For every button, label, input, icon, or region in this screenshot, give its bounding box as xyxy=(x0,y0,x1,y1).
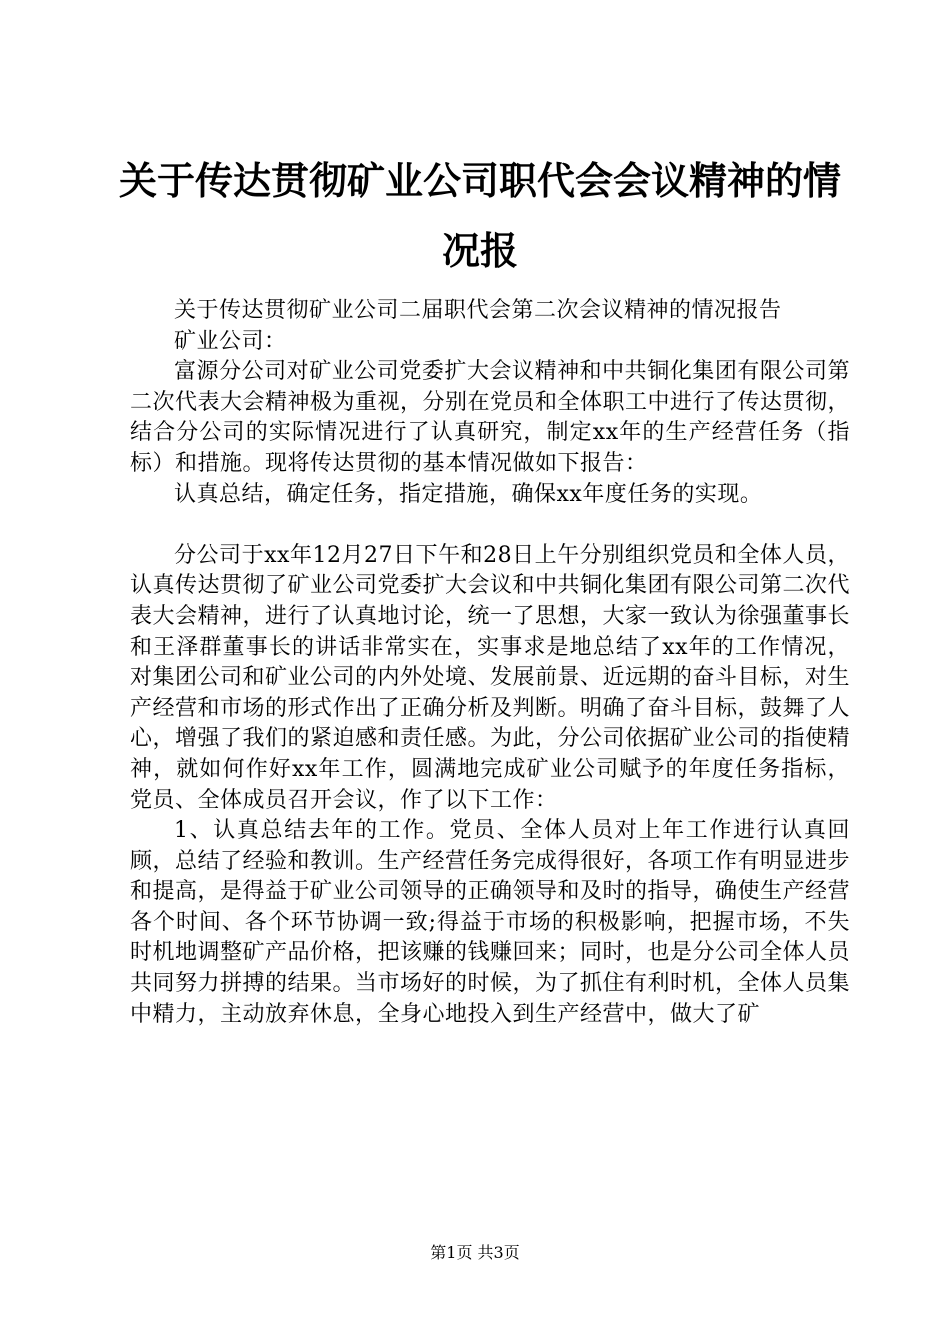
page-footer: 第1页 共3页 xyxy=(430,1243,520,1262)
paragraph-meeting: 分公司于xx年12月27日下午和28日上午分别组织党员和全体人员，认真传达贯彻了矿业公司党委扩大会议和中共铜化集团有限公司第二次代表大会精神，进行了认真地讨论，统一了思想，大家一致认为徐强董事长和王泽群董事长的讲话非常实在，实事求是地总结了xx年的工作情况，对集团公司和矿业公司的内外处境、发展前景、近远期的奋斗目标，对生产经营和市场的形式作出了正确分析及判断。明确了奋斗目标，鼓舞了人心，增强了我们的紧迫感和责任感。为此，分公司依据矿业公司的指使精神，就如何作好xx年工作，圆满地完成矿业公司赋予的年度任务指标，党员、全体成员召开会议，作了以下工作： xyxy=(130,542,851,813)
paragraph-heading: 认真总结，确定任务，指定措施，确保xx年度任务的实现。 xyxy=(174,481,763,507)
paragraph-subtitle: 关于传达贯彻矿业公司二届职代会第二次会议精神的情况报告 xyxy=(174,298,782,323)
paragraph-intro: 富源分公司对矿业公司党委扩大会议精神和中共铜化集团有限公司第二次代表大会精神极为重视，分别在党员和全体职工中进行了传达贯彻，结合分公司的实际情况进行了认真研究，制定xx年的生产经营任务（指标）和措施。现将传达贯彻的基本情况做如下报告： xyxy=(130,359,851,476)
document-body xyxy=(130,296,850,1030)
document-title: 关于传达贯彻矿业公司职代会会议精神的情况报 xyxy=(118,159,841,273)
paragraph-blank xyxy=(130,510,850,541)
paragraph-salutation: 矿业公司： xyxy=(174,328,287,354)
paragraph-item-1: 1、认真总结去年的工作。党员、全体人员对上年工作进行认真回顾，总结了经验和教训。生产经营任务完成得很好，各项工作有明显进步和提高，是得益于矿业公司领导的正确领导和及时的指导，确使生产经营各个时间、各个环节协调一致;得益于市场的积极影响，把握市场，不失时机地调整矿产品价格，把该赚的钱赚回来；同时，也是分公司全体人员共同努力拼搏的结果。当市场好的时候，为了抓住有利时机，全体人员集中精力，主动放弃休息，全身心地投入到生产经营中，做大了矿 xyxy=(130,818,851,1027)
